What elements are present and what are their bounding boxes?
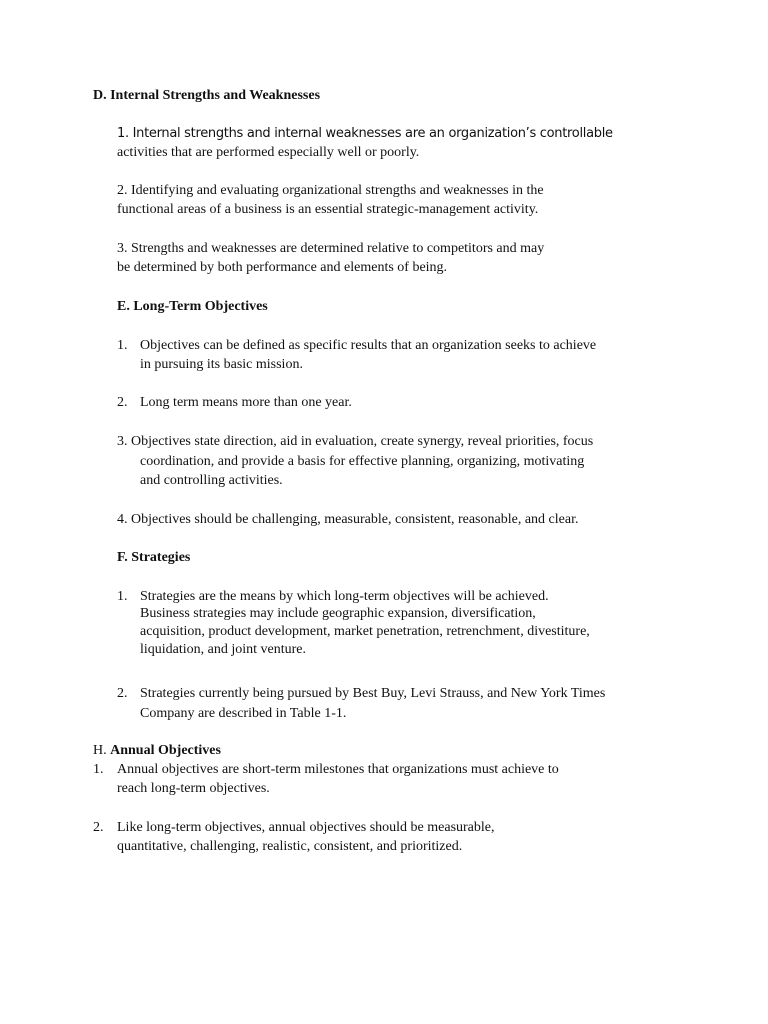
section-e-item4-line1: 4. Objectives should be challenging, measurable, consistent, reasonable, and clear. bbox=[117, 512, 579, 527]
section-e-item1-line1: Objectives can be defined as specific results that an organization seeks to achieve bbox=[140, 338, 597, 353]
section-d-item3-line1: 3. Strengths and weaknesses are determined relative to competitors and may bbox=[117, 241, 545, 256]
section-e-item2-line1: Long term means more than one year. bbox=[140, 395, 352, 410]
section-d-item2-line2: functional areas of a business is an essential strategic-management activity. bbox=[117, 202, 539, 217]
section-d-item1-line1: 1. Internal strengths and internal weaknesses are an organization’s controllable bbox=[117, 126, 613, 141]
section-f-item1-line1: Strategies are the means by which long-term objectives will be achieved. bbox=[140, 589, 549, 604]
section-h-item2-line2: quantitative, challenging, realistic, consistent, and prioritized. bbox=[117, 839, 463, 854]
section-f-item1-line4: liquidation, and joint venture. bbox=[140, 642, 307, 657]
section-f-item1-line3: acquisition, product development, market penetration, retrenchment, divestiture, bbox=[140, 624, 590, 639]
section-f-item2-line2: Company are described in Table 1-1. bbox=[140, 706, 347, 721]
section-e-item1-line2: in pursuing its basic mission. bbox=[140, 357, 303, 372]
section-e-item3-line2: coordination, and provide a basis for effective planning, organizing, motivating bbox=[140, 454, 585, 469]
section-f-item2-line1: Strategies currently being pursued by Best Buy, Levi Strauss, and New York Times bbox=[140, 686, 606, 701]
section-e-item1-number: 1. bbox=[117, 338, 128, 353]
section-d-item2-line1: 2. Identifying and evaluating organizational strengths and weaknesses in the bbox=[117, 183, 544, 198]
section-h-item1-line1: Annual objectives are short-term milestones that organizations must achieve to bbox=[117, 762, 559, 777]
section-f-item1-number: 1. bbox=[117, 589, 128, 604]
section-h-item2-line1: Like long-term objectives, annual objectives should be measurable, bbox=[117, 820, 495, 835]
section-h-heading-prefix: H. bbox=[93, 743, 107, 758]
section-e-heading: E. Long-Term Objectives bbox=[117, 299, 268, 314]
section-h-item1-number: 1. bbox=[93, 762, 104, 777]
section-d-item3-line2: be determined by both performance and elements of being. bbox=[117, 260, 448, 275]
section-e-item3-line3: and controlling activities. bbox=[140, 473, 283, 488]
section-e-item3-line1: 3. Objectives state direction, aid in evaluation, create synergy, reveal priorities, focus bbox=[117, 434, 594, 449]
section-h-item2-number: 2. bbox=[93, 820, 104, 835]
section-d-heading: D. Internal Strengths and Weaknesses bbox=[93, 88, 321, 103]
section-h-item1-line2: reach long-term objectives. bbox=[117, 781, 270, 796]
section-d-item1-line2: activities that are performed especially well or poorly. bbox=[117, 145, 420, 160]
section-f-heading: F. Strategies bbox=[117, 550, 191, 565]
section-e-item2-number: 2. bbox=[117, 395, 128, 410]
section-h-heading bbox=[93, 741, 221, 760]
section-f-item1-line2: Business strategies may include geographic expansion, diversification, bbox=[140, 606, 536, 621]
section-h-heading-text: Annual Objectives bbox=[110, 743, 221, 758]
section-f-item2-number: 2. bbox=[117, 686, 128, 701]
